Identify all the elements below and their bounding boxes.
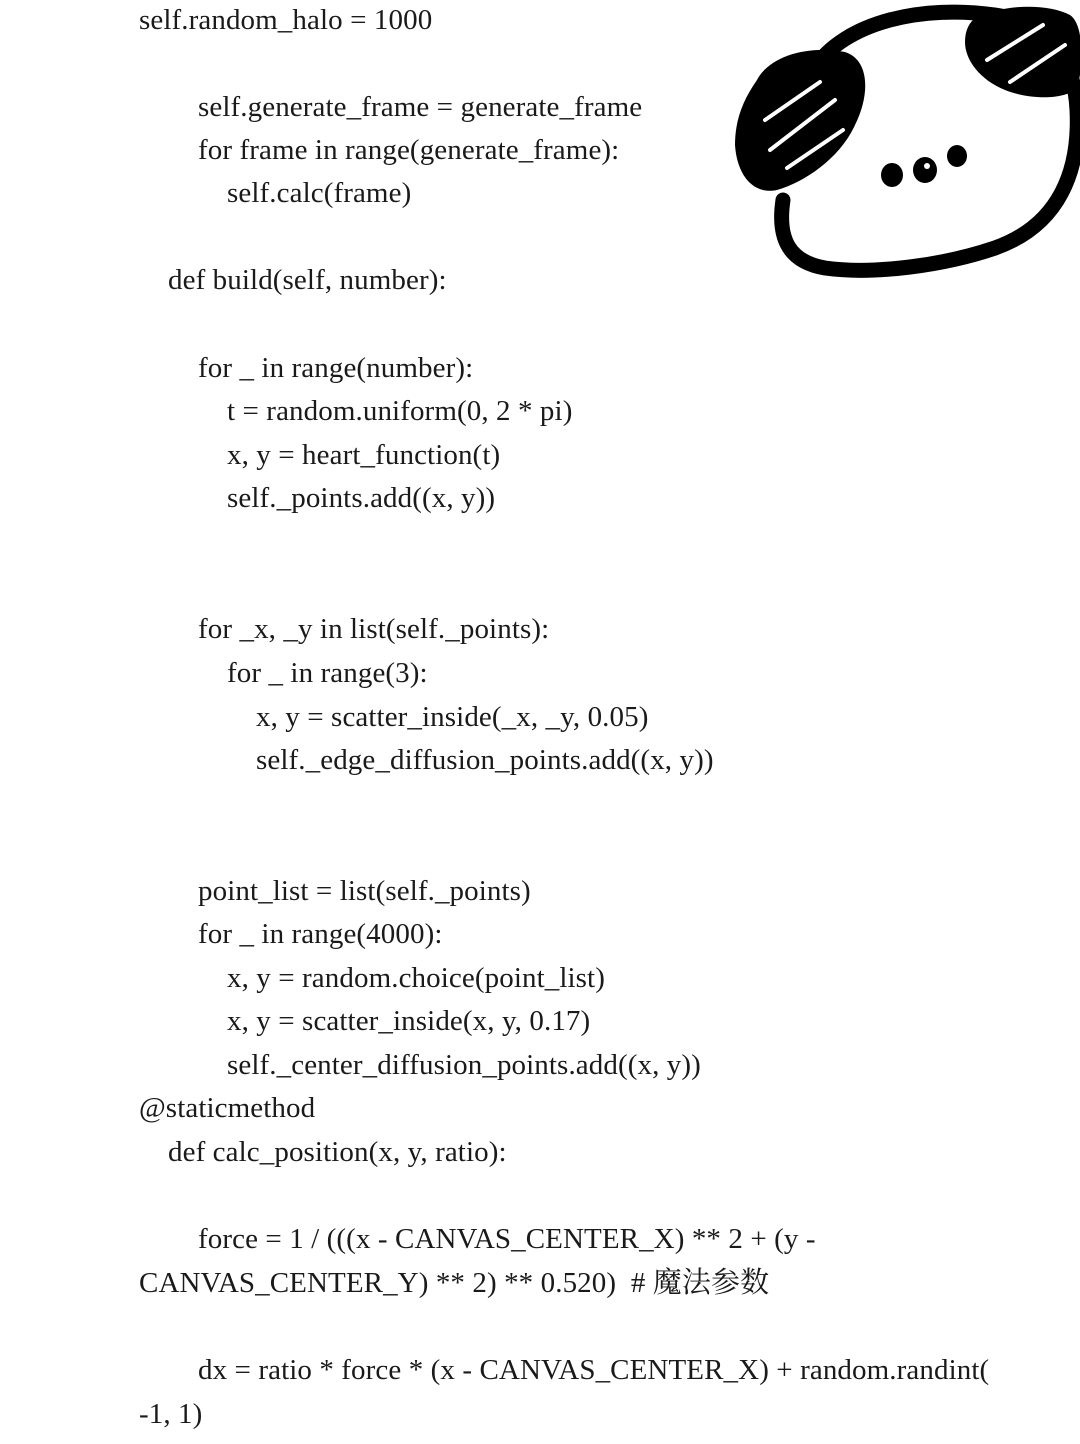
code-line: self._points.add((x, y)) (227, 482, 496, 514)
code-line: for _ in range(number): (198, 352, 474, 384)
code-line: self.random_halo = 1000 (139, 4, 433, 36)
code-line: def calc_position(x, y, ratio): (168, 1136, 507, 1168)
code-line: t = random.uniform(0, 2 * pi) (227, 395, 573, 427)
code-line: CANVAS_CENTER_Y) ** 2) ** 0.520) # 魔法参数 (139, 1267, 770, 1299)
panda-doodle-icon (725, 0, 1080, 285)
code-line: x, y = scatter_inside(x, y, 0.17) (227, 1005, 591, 1037)
code-line: self._center_diffusion_points.add((x, y)) (227, 1049, 701, 1081)
code-line: for _ in range(3): (227, 657, 428, 689)
code-line: x, y = scatter_inside(_x, _y, 0.05) (256, 701, 649, 733)
code-line: point_list = list(self._points) (198, 875, 531, 907)
code-line: self._edge_diffusion_points.add((x, y)) (256, 744, 714, 776)
code-line: force = 1 / (((x - CANVAS_CENTER_X) ** 2 + (y - (198, 1223, 816, 1255)
code-line: self.calc(frame) (227, 177, 412, 209)
code-line: -1, 1) (139, 1398, 203, 1430)
code-line: self.generate_frame = generate_frame (198, 91, 643, 123)
code-line: @staticmethod (139, 1092, 316, 1124)
code-line: for _x, _y in list(self._points): (198, 613, 550, 645)
code-line: for frame in range(generate_frame): (198, 134, 620, 166)
code-line: x, y = random.choice(point_list) (227, 962, 605, 994)
code-line: x, y = heart_function(t) (227, 439, 501, 471)
code-line: dx = ratio * force * (x - CANVAS_CENTER_X) + random.randint( (198, 1354, 990, 1386)
code-line: def build(self, number): (168, 264, 447, 296)
code-line: for _ in range(4000): (198, 918, 443, 950)
